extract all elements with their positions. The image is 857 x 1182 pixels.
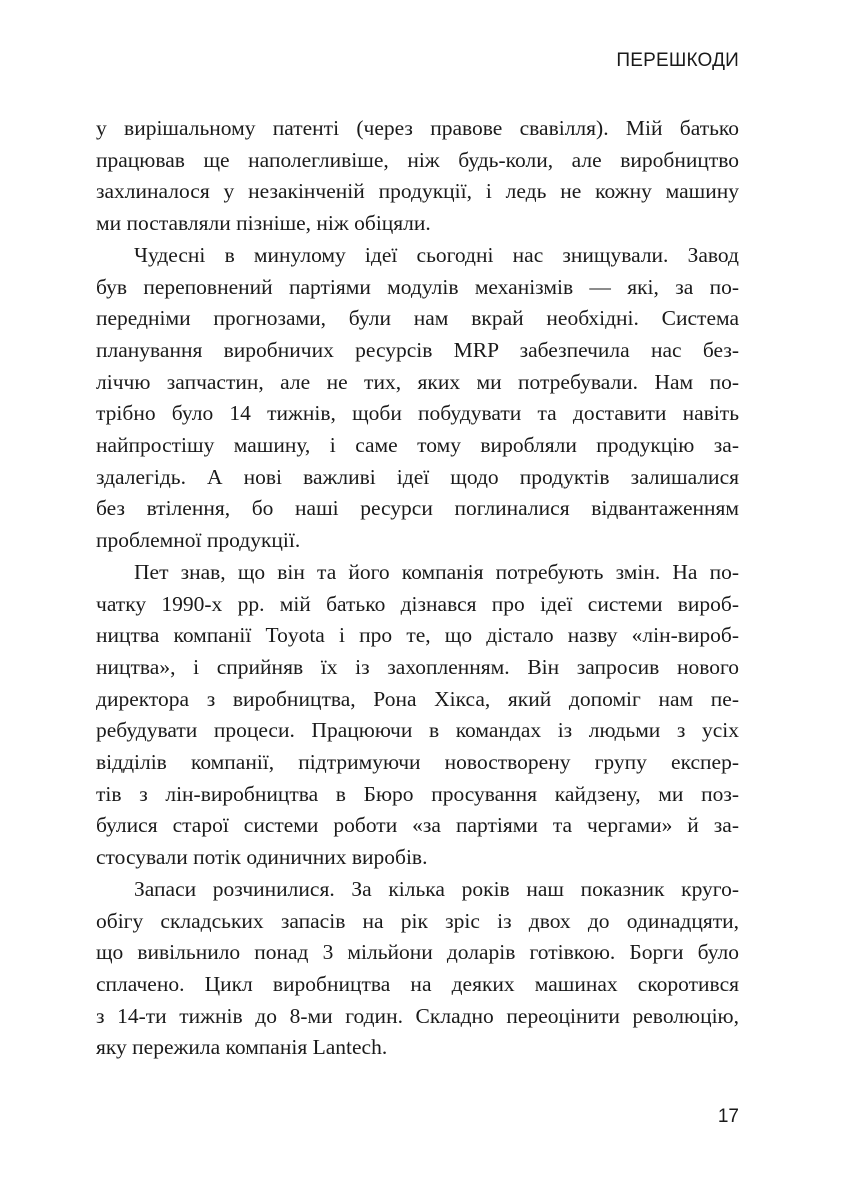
text-line: директора з виробництва, Рона Хікса, який допоміг нам пе- [96,686,739,711]
text-line: Запаси розчинилися. За кілька років наш показник круго- [134,876,739,901]
text-line: передніми прогнозами, були нам вкрай необхідні. Система [96,306,739,331]
body-text [96,113,739,1064]
text-line: Пет знав, що він та його компанія потребують змін. На по- [134,559,739,584]
paragraph-4 [96,874,739,1064]
text-line: здалегідь. А нові важливі ідеї щодо продуктів залишалися [96,464,739,489]
text-line: трібно було 14 тижнів, щоби побудувати та доставити навіть [96,401,739,426]
text-line: захлиналося у незакінченій продукції, і ледь не кожну машину [96,179,739,204]
text-line: був переповнений партіями модулів механізмів — які, за по- [96,274,739,299]
text-line: ребудувати процеси. Працюючи в командах із людьми з усіх [96,718,739,743]
text-line: що вивільнило понад 3 мільйони доларів готівкою. Борги було [96,940,739,965]
text-line: ництва компанії Toyota і про те, що дістало назву «лін-вироб- [96,623,739,648]
text-line: сплачено. Цикл виробництва на деяких машинах скоротився [96,971,739,996]
text-line: ництва», і сприйняв їх із захопленням. Він запросив нового [96,654,739,679]
text-line: відділів компанії, підтримуючи новостворену групу експер- [96,750,739,775]
text-line: Чудесні в минулому ідеї сьогодні нас знищували. Завод [134,242,739,267]
text-line: ми поставляли пізніше, ніж обіцяли. [96,211,431,236]
text-line: булися старої системи роботи «за партіями та чергами» й за- [96,813,739,838]
text-line: ліччю запчастин, але не тих, яких ми потребували. Нам по- [96,369,739,394]
page-number: 17 [717,1106,739,1127]
text-line: планування виробничих ресурсів MRP забезпечила нас без- [96,337,739,362]
paragraph-1 [96,113,739,240]
running-header-title: ПЕРЕШКОДИ [616,50,739,71]
text-line: яку пережила компанія Lantech. [96,1035,388,1060]
text-line: обігу складських запасів на рік зріс із двох до одинадцяти, [96,908,739,933]
text-line: чатку 1990-х рр. мій батько дізнався про ідеї системи вироб- [96,591,739,616]
text-line: найпростішу машину, і саме тому виробляли продукцію за- [96,433,739,458]
text-line: тів з лін-виробництва в Бюро просування кайдзену, ми поз- [96,781,739,806]
paragraph-2 [96,240,739,557]
paragraph-3 [96,557,739,874]
text-line: у вирішальному патенті (через правове свавілля). Мій батько [96,116,739,140]
text-line: без втілення, бо наші ресурси поглиналися відвантаженням [96,496,739,521]
text-line: проблемної продукції. [96,528,301,553]
text-line: з 14-ти тижнів до 8-ми годин. Складно переоцінити революцію, [96,1003,739,1028]
text-line: працював ще наполегливіше, ніж будь-коли, але виробництво [96,147,739,172]
text-line: стосували потік одиничних виробів. [96,845,428,870]
